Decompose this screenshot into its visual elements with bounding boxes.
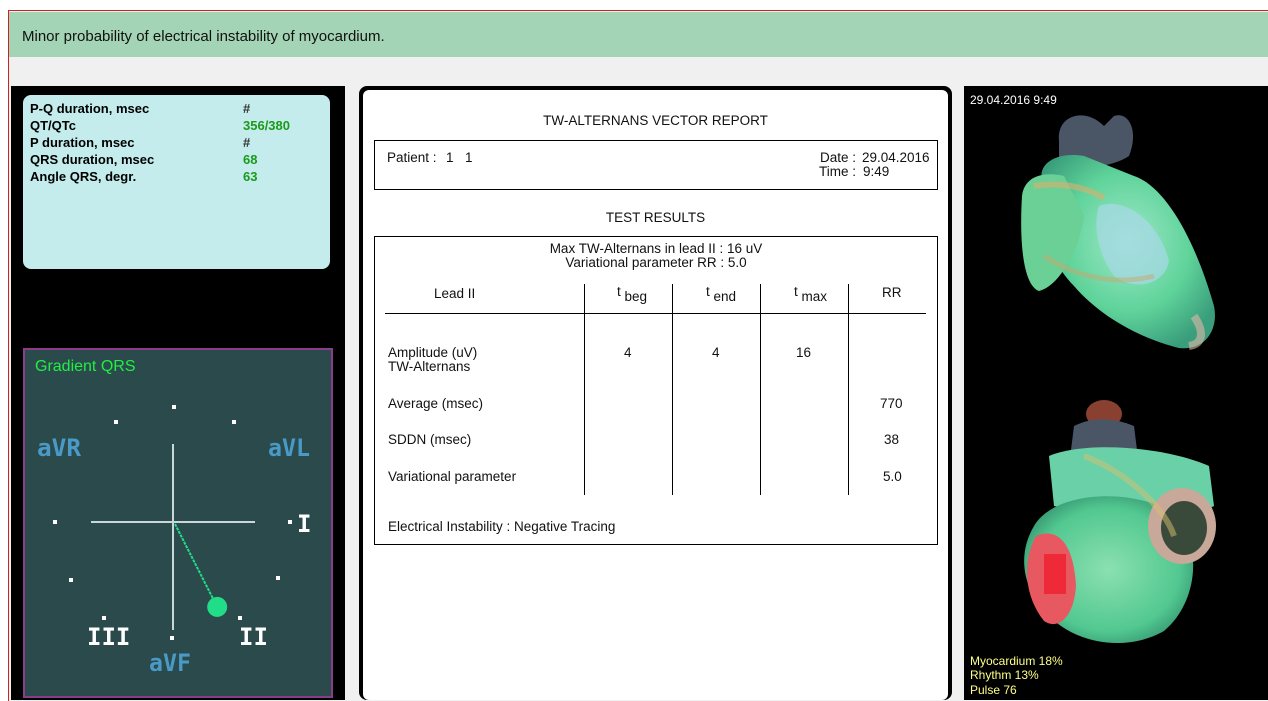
table-header-rule xyxy=(385,313,926,314)
param-value: 356/380 xyxy=(243,118,290,133)
param-value: 63 xyxy=(243,169,258,184)
gradient-qrs-panel xyxy=(23,348,333,698)
param-value: # xyxy=(243,101,251,116)
lead-ii-label: II xyxy=(239,623,268,651)
row-label-tw-alternans: TW-Alternans xyxy=(388,359,471,374)
param-value: # xyxy=(243,135,251,150)
test-results-title: TEST RESULTS xyxy=(605,210,706,225)
cell-amp-end: 4 xyxy=(712,345,720,360)
left-panel xyxy=(11,86,345,700)
instability-result: Electrical Instability : Negative Tracing xyxy=(388,519,616,534)
row-label-sddn: SDDN (msec) xyxy=(388,432,472,447)
cell-sddn-rr: 38 xyxy=(884,432,900,447)
heart-visualization-panel xyxy=(964,86,1268,700)
status-banner xyxy=(9,12,1268,57)
column-divider xyxy=(584,284,585,495)
report-panel xyxy=(359,86,952,700)
column-divider xyxy=(848,284,849,495)
cell-amp-beg: 4 xyxy=(624,345,632,360)
column-divider xyxy=(760,284,761,495)
lead-iii-label: III xyxy=(87,623,131,651)
date-value: 29.04.2016 xyxy=(862,150,930,165)
heart-posterior-view xyxy=(1024,400,1216,643)
lead-avl-label: aVL xyxy=(268,434,310,462)
lead-avf-label: aVF xyxy=(149,649,191,677)
gradient-title: Gradient QRS xyxy=(35,358,136,375)
heart-datetime: 29.04.2016 9:49 xyxy=(970,93,1057,107)
time-label: Time : xyxy=(819,164,856,179)
param-label: P duration, msec xyxy=(30,135,135,150)
qrs-vector-line xyxy=(175,524,217,607)
patient-info-box xyxy=(374,140,938,190)
ecg-parameters-box xyxy=(23,95,330,269)
patient-id-1: 1 xyxy=(446,150,454,165)
cell-average-rr: 770 xyxy=(880,396,903,411)
var-param-rr-text: Variational parameter RR : 5.0 xyxy=(565,255,747,270)
col-header-tend: t end xyxy=(706,284,737,304)
lead-i-label: I xyxy=(297,510,312,538)
param-label: Angle QRS, degr. xyxy=(30,169,137,184)
param-label: QRS duration, msec xyxy=(30,152,155,167)
qrs-vector-endpoint xyxy=(207,597,227,617)
status-message: Minor probability of electrical instability of myocardium. xyxy=(22,28,385,45)
column-divider xyxy=(672,284,673,495)
param-value: 68 xyxy=(243,152,258,167)
row-label-amplitude: Amplitude (uV) xyxy=(388,345,478,360)
heart-3d-models xyxy=(964,86,1268,700)
row-label-variational: Variational parameter xyxy=(388,469,517,484)
report-title: TW-ALTERNANS VECTOR REPORT xyxy=(543,113,768,128)
param-label: QT/QTc xyxy=(30,118,76,133)
rhythm-metric: Rhythm 13% xyxy=(970,668,1039,682)
date-label: Date : xyxy=(820,150,857,165)
cell-amp-max: 16 xyxy=(796,345,812,360)
col-header-lead: Lead II xyxy=(434,286,476,301)
gradient-diagram xyxy=(25,350,331,696)
patient-id-2: 1 xyxy=(465,150,473,165)
param-label: P-Q duration, msec xyxy=(30,101,150,116)
time-value: 9:49 xyxy=(863,164,890,179)
myocardium-metric: Myocardium 18% xyxy=(970,654,1063,668)
max-alternans-text: Max TW-Alternans in lead II : 16 uV xyxy=(549,241,763,256)
patient-label: Patient : xyxy=(387,150,437,165)
col-header-tbeg: t beg xyxy=(617,284,648,304)
pulse-metric: Pulse 76 xyxy=(970,683,1017,697)
heart-anterior-view xyxy=(1021,115,1215,348)
col-header-tmax: t max xyxy=(794,284,828,304)
row-label-average: Average (msec) xyxy=(388,396,484,411)
lead-avr-label: aVR xyxy=(37,434,82,462)
results-table-box xyxy=(374,236,938,545)
cell-variational-rr: 5.0 xyxy=(883,469,902,484)
col-header-rr: RR xyxy=(882,285,902,300)
report-document xyxy=(363,90,948,700)
